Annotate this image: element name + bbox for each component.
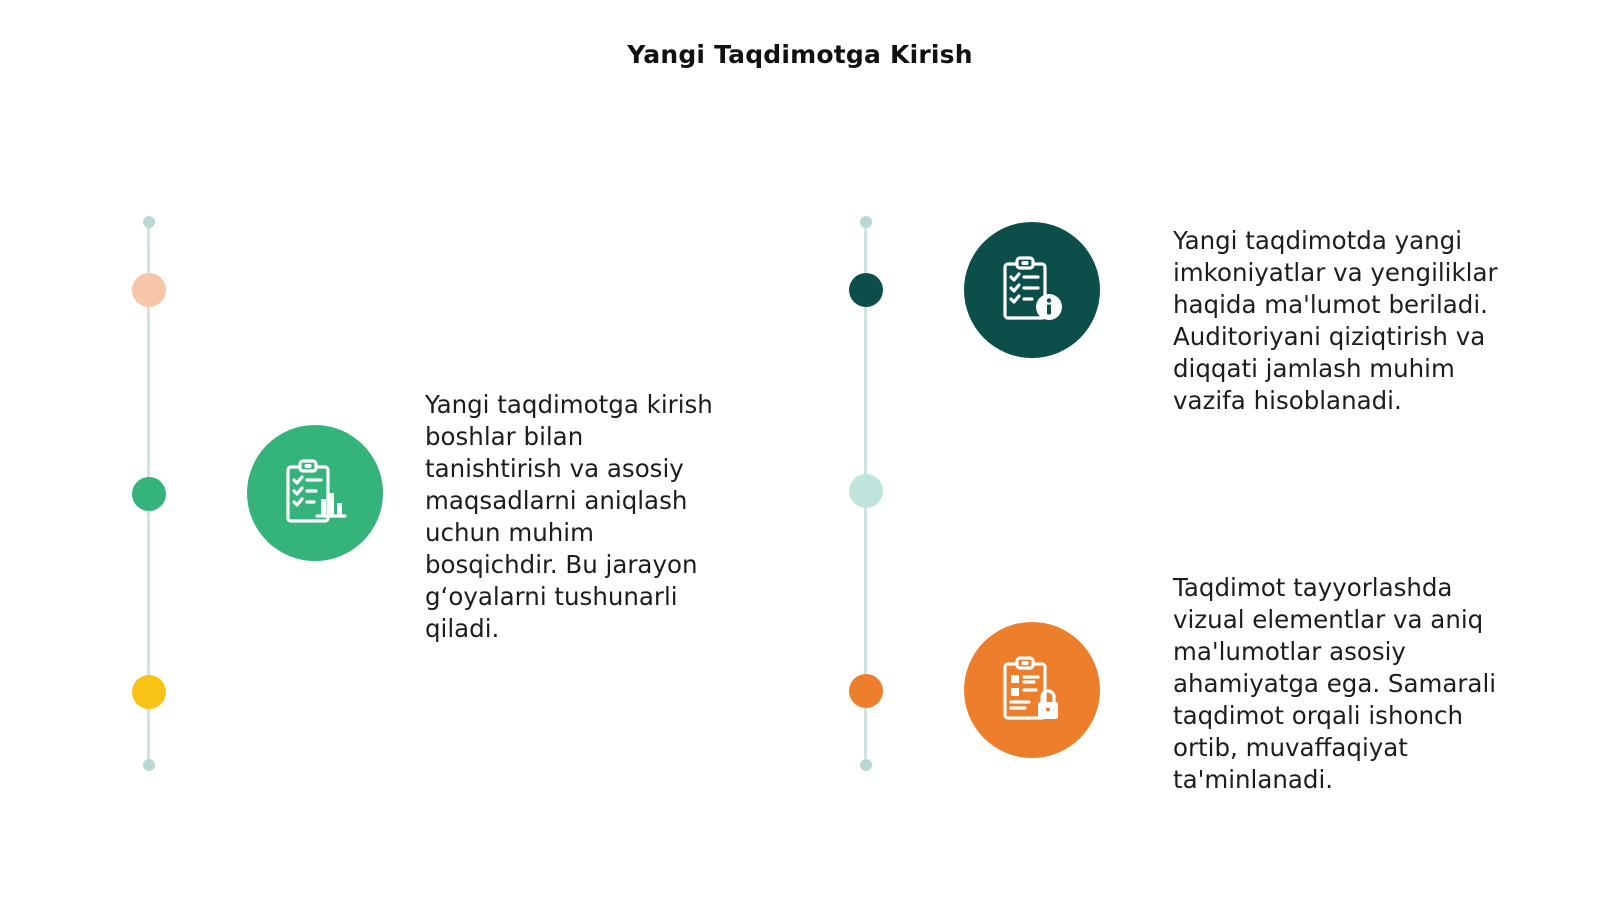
item-3-text: Taqdimot tayyorlashda vizual elementlar va aniq ma'lumotlar asosiy ahamiyatga ega. Samarali taqdimot orqali ishonch ortib, muvaffaqiyat ta'minlanadi. [1173, 573, 1497, 794]
clipboard-info-icon [964, 222, 1100, 358]
right-timeline-dot-orange [849, 674, 883, 708]
item-1-text: Yangi taqdimotga kirish boshlar bilan tanishtirish va asosiy maqsadlarni aniqlash uchun muhim bosqichdir. Bu jarayon g‘oyalarni tushunarli qiladi. [425, 390, 713, 643]
right-timeline-dot-dark-teal [849, 273, 883, 307]
item-2-text: Yangi taqdimotda yangi imkoniyatlar va yengiliklar haqida ma'lumot beriladi. Auditoriyani qiziqtirish va diqqati jamlash muhim vazifa hisoblanadi. [1173, 226, 1498, 415]
left-timeline-dot-peach [132, 273, 166, 307]
left-timeline-start-dot [143, 216, 155, 228]
clipboard-lock-icon [964, 622, 1100, 758]
left-timeline-dot-yellow [132, 675, 166, 709]
right-timeline-end-dot [860, 759, 872, 771]
left-timeline-dot-green [132, 477, 166, 511]
left-timeline-end-dot [143, 759, 155, 771]
slide-title: Yangi Taqdimotga Kirish [627, 40, 973, 69]
clipboard-chart-icon [247, 425, 383, 561]
right-timeline-dot-light-teal [849, 474, 883, 508]
right-timeline-start-dot [860, 216, 872, 228]
